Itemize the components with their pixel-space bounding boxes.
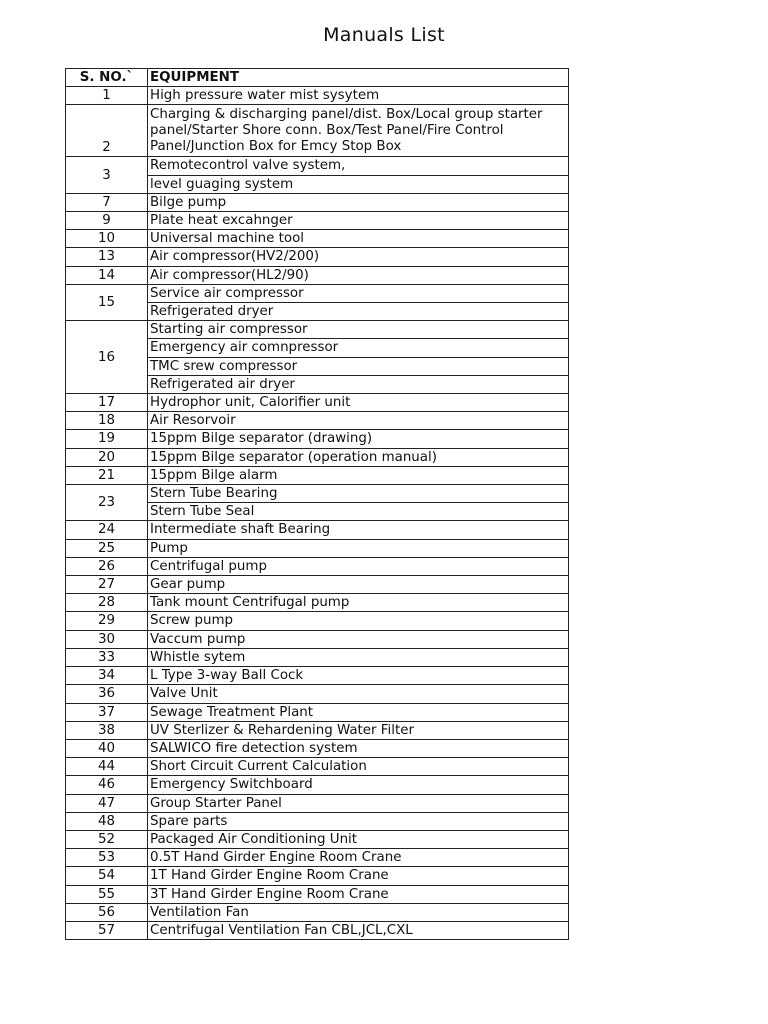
table-row xyxy=(66,212,569,230)
equipment-cell: Plate heat excahnger xyxy=(148,212,569,230)
equipment-cell: Starting air compressor xyxy=(148,321,569,339)
table-row xyxy=(66,576,569,594)
equipment-cell: Emergency air comnpressor xyxy=(148,339,569,357)
equipment-cell: Air compressor(HL2/90) xyxy=(148,266,569,284)
table-row xyxy=(66,721,569,739)
equipment-cell: Air compressor(HV2/200) xyxy=(148,248,569,266)
table-row xyxy=(66,867,569,885)
serial-number-cell: 17 xyxy=(66,394,148,412)
serial-number-cell: 57 xyxy=(66,921,148,939)
table-row xyxy=(66,794,569,812)
table-row xyxy=(66,739,569,757)
serial-number-cell: 48 xyxy=(66,812,148,830)
equipment-cell: Short Circuit Current Calculation xyxy=(148,758,569,776)
equipment-cell: Vaccum pump xyxy=(148,630,569,648)
serial-number-cell: 16 xyxy=(66,321,148,394)
table-row xyxy=(66,648,569,666)
table-row xyxy=(66,667,569,685)
table-row xyxy=(66,849,569,867)
equipment-cell: level guaging system xyxy=(148,175,569,193)
equipment-cell: Packaged Air Conditioning Unit xyxy=(148,830,569,848)
serial-number-cell: 37 xyxy=(66,703,148,721)
equipment-cell: Service air compressor xyxy=(148,284,569,302)
table-row xyxy=(66,812,569,830)
serial-number-cell: 30 xyxy=(66,630,148,648)
serial-number-cell: 7 xyxy=(66,193,148,211)
equipment-cell: Centrifugal pump xyxy=(148,557,569,575)
table-row xyxy=(66,157,569,175)
equipment-cell: Hydrophor unit, Calorifier unit xyxy=(148,394,569,412)
serial-number-cell: 19 xyxy=(66,430,148,448)
equipment-cell: UV Sterlizer & Rehardening Water Filter xyxy=(148,721,569,739)
equipment-cell: Valve Unit xyxy=(148,685,569,703)
serial-number-cell: 36 xyxy=(66,685,148,703)
serial-number-cell: 33 xyxy=(66,648,148,666)
equipment-cell: 15ppm Bilge alarm xyxy=(148,466,569,484)
serial-number-cell: 55 xyxy=(66,885,148,903)
table-row xyxy=(66,430,569,448)
equipment-cell: TMC srew compressor xyxy=(148,357,569,375)
serial-number-cell: 26 xyxy=(66,557,148,575)
serial-number-cell: 15 xyxy=(66,284,148,320)
table-row xyxy=(66,612,569,630)
manuals-table xyxy=(65,68,569,940)
table-row xyxy=(66,284,569,302)
serial-number-cell: 52 xyxy=(66,830,148,848)
serial-number-cell: 1 xyxy=(66,87,148,105)
table-row xyxy=(66,594,569,612)
serial-number-cell: 27 xyxy=(66,576,148,594)
serial-number-cell: 21 xyxy=(66,466,148,484)
equipment-cell: Tank mount Centrifugal pump xyxy=(148,594,569,612)
table-header-row xyxy=(66,69,569,87)
serial-number-cell: 23 xyxy=(66,485,148,521)
table-row xyxy=(66,230,569,248)
table-row xyxy=(66,521,569,539)
equipment-cell: Charging & discharging panel/dist. Box/Local group starter panel/Starter Shore conn. Box/Test Panel/Fire Control Panel/Junction Box for Emcy Stop Box xyxy=(148,105,569,157)
equipment-cell: Sewage Treatment Plant xyxy=(148,703,569,721)
equipment-cell: Group Starter Panel xyxy=(148,794,569,812)
equipment-cell: 15ppm Bilge separator (operation manual) xyxy=(148,448,569,466)
serial-number-cell: 18 xyxy=(66,412,148,430)
equipment-cell: Stern Tube Bearing xyxy=(148,485,569,503)
table-row xyxy=(66,466,569,484)
header-equipment: EQUIPMENT xyxy=(148,69,569,87)
serial-number-cell: 24 xyxy=(66,521,148,539)
serial-number-cell: 44 xyxy=(66,758,148,776)
equipment-cell: Intermediate shaft Bearing xyxy=(148,521,569,539)
equipment-cell: Gear pump xyxy=(148,576,569,594)
equipment-cell: Stern Tube Seal xyxy=(148,503,569,521)
equipment-cell: Refrigerated dryer xyxy=(148,303,569,321)
table-row xyxy=(66,703,569,721)
equipment-cell: L Type 3-way Ball Cock xyxy=(148,667,569,685)
table-row xyxy=(66,266,569,284)
header-sno: S. NO.` xyxy=(66,69,148,87)
equipment-cell: 1T Hand Girder Engine Room Crane xyxy=(148,867,569,885)
serial-number-cell: 40 xyxy=(66,739,148,757)
equipment-cell: Whistle sytem xyxy=(148,648,569,666)
serial-number-cell: 46 xyxy=(66,776,148,794)
serial-number-cell: 47 xyxy=(66,794,148,812)
serial-number-cell: 13 xyxy=(66,248,148,266)
table-row xyxy=(66,539,569,557)
equipment-cell: SALWICO fire detection system xyxy=(148,739,569,757)
serial-number-cell: 29 xyxy=(66,612,148,630)
equipment-cell: Refrigerated air dryer xyxy=(148,375,569,393)
serial-number-cell: 25 xyxy=(66,539,148,557)
table-row xyxy=(66,776,569,794)
equipment-cell: Air Resorvoir xyxy=(148,412,569,430)
serial-number-cell: 2 xyxy=(66,105,148,157)
equipment-cell: Centrifugal Ventilation Fan CBL,JCL,CXL xyxy=(148,921,569,939)
serial-number-cell: 14 xyxy=(66,266,148,284)
serial-number-cell: 34 xyxy=(66,667,148,685)
table-row xyxy=(66,193,569,211)
equipment-cell: Universal machine tool xyxy=(148,230,569,248)
equipment-cell: Screw pump xyxy=(148,612,569,630)
equipment-cell: Emergency Switchboard xyxy=(148,776,569,794)
table-row xyxy=(66,87,569,105)
equipment-cell: 3T Hand Girder Engine Room Crane xyxy=(148,885,569,903)
table-row xyxy=(66,448,569,466)
serial-number-cell: 9 xyxy=(66,212,148,230)
table-body xyxy=(66,87,569,940)
table-row xyxy=(66,921,569,939)
serial-number-cell: 56 xyxy=(66,903,148,921)
table-row xyxy=(66,394,569,412)
serial-number-cell: 53 xyxy=(66,849,148,867)
table-row xyxy=(66,485,569,503)
table-row xyxy=(66,685,569,703)
serial-number-cell: 20 xyxy=(66,448,148,466)
table-row xyxy=(66,903,569,921)
equipment-cell: Bilge pump xyxy=(148,193,569,211)
serial-number-cell: 28 xyxy=(66,594,148,612)
table-row xyxy=(66,412,569,430)
table-row xyxy=(66,248,569,266)
table-row xyxy=(66,630,569,648)
equipment-cell: 0.5T Hand Girder Engine Room Crane xyxy=(148,849,569,867)
table-row xyxy=(66,321,569,339)
table-row xyxy=(66,885,569,903)
serial-number-cell: 54 xyxy=(66,867,148,885)
serial-number-cell: 3 xyxy=(66,157,148,193)
equipment-cell: Ventilation Fan xyxy=(148,903,569,921)
serial-number-cell: 10 xyxy=(66,230,148,248)
page-title: Manuals List xyxy=(323,24,445,46)
equipment-cell: High pressure water mist sysytem xyxy=(148,87,569,105)
table-row xyxy=(66,105,569,157)
equipment-cell: Spare parts xyxy=(148,812,569,830)
equipment-cell: 15ppm Bilge separator (drawing) xyxy=(148,430,569,448)
table-row xyxy=(66,557,569,575)
equipment-cell: Remotecontrol valve system, xyxy=(148,157,569,175)
serial-number-cell: 38 xyxy=(66,721,148,739)
table-row xyxy=(66,758,569,776)
equipment-cell: Pump xyxy=(148,539,569,557)
table-row xyxy=(66,830,569,848)
